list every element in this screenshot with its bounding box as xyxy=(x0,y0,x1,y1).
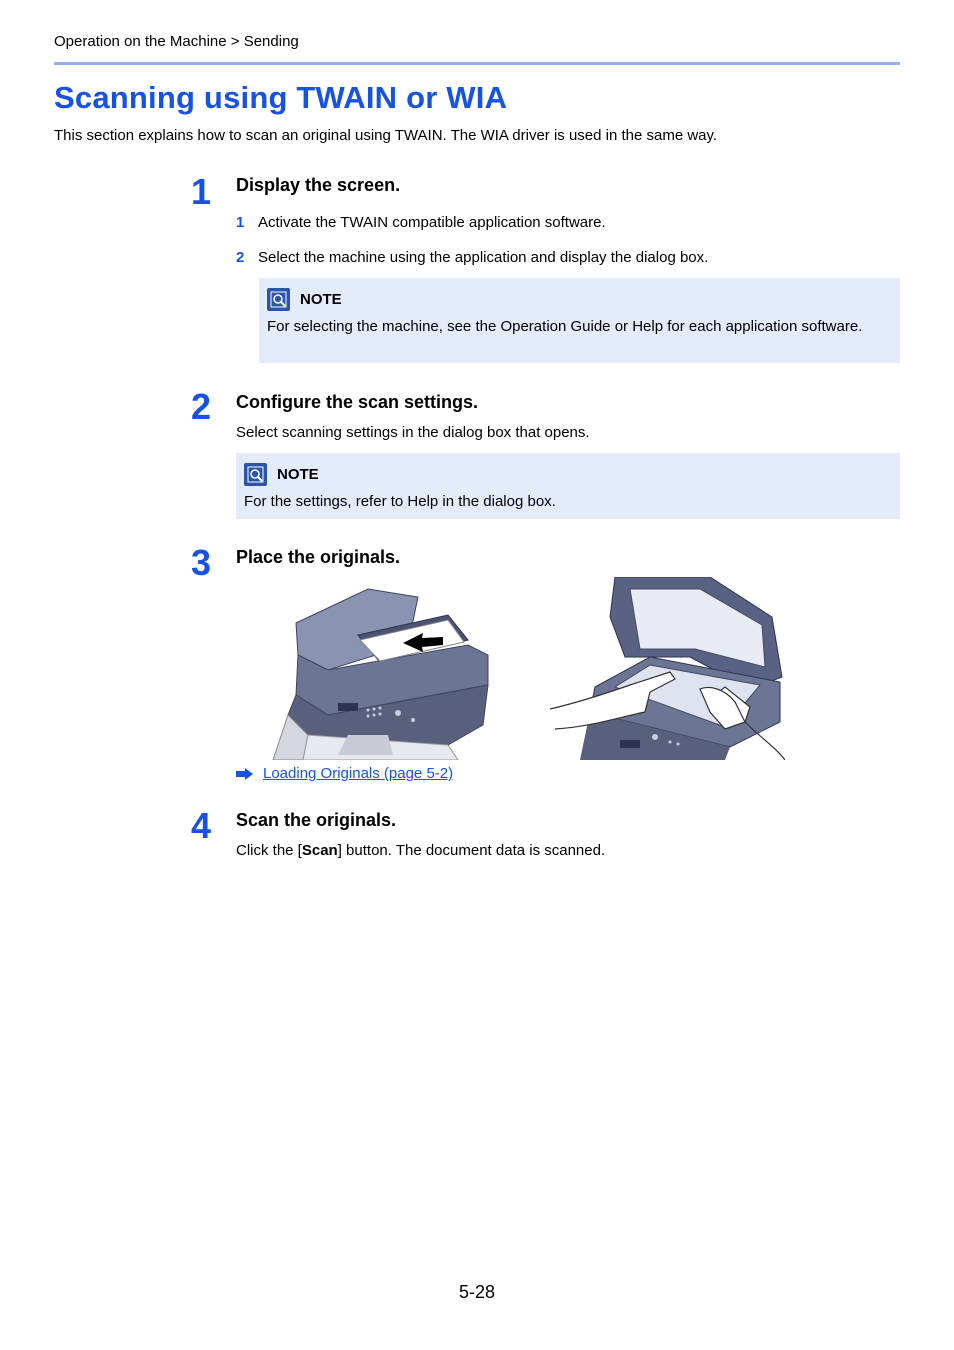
intro-text: This section explains how to scan an original using TWAIN. The WIA driver is used in the same way. xyxy=(54,127,718,144)
step-2-heading: Configure the scan settings. xyxy=(236,392,479,412)
page-title: Scanning using TWAIN or WIA xyxy=(54,80,508,115)
step-1-substep-2 xyxy=(236,249,708,266)
note-icon xyxy=(244,463,267,486)
scan-button-label: Scan xyxy=(301,842,338,859)
loading-originals-link[interactable]: Loading Originals (page 5-2) xyxy=(263,765,454,782)
step-4-number: 4 xyxy=(190,805,212,846)
step-1-note xyxy=(259,278,900,363)
note-header xyxy=(267,288,892,311)
step-3-number: 3 xyxy=(190,542,212,583)
substep-text: Select the machine using the application and display the dialog box. xyxy=(258,249,709,266)
note-title: NOTE xyxy=(277,466,319,483)
arrow-right-icon xyxy=(236,768,253,780)
platen-illustration xyxy=(550,577,785,760)
header-rule xyxy=(54,62,900,65)
substep-number: 2 xyxy=(236,249,245,266)
step-3-link-row xyxy=(236,765,453,782)
note-text: For selecting the machine, see the Operation Guide or Help for each application software. xyxy=(267,318,863,335)
step-4-text xyxy=(236,842,605,859)
step-2-number: 2 xyxy=(190,386,212,427)
substep-text: Activate the TWAIN compatible application software. xyxy=(258,214,606,231)
step-1-number: 1 xyxy=(190,171,212,212)
step-1-heading: Display the screen. xyxy=(236,175,401,195)
note-title: NOTE xyxy=(300,291,342,308)
document-feeder-illustration xyxy=(268,585,493,760)
note-text: For the settings, refer to Help in the dialog box. xyxy=(244,493,556,510)
step-2-note xyxy=(236,453,900,519)
note-header xyxy=(244,463,892,486)
page-number: 5-28 xyxy=(458,1282,496,1302)
note-icon xyxy=(267,288,290,311)
substep-number: 1 xyxy=(236,214,245,231)
step-1-substep-1 xyxy=(236,214,606,231)
breadcrumb: Operation on the Machine > Sending xyxy=(54,33,299,50)
step-3-heading: Place the originals. xyxy=(236,547,401,567)
step-4-text-before: Click the [ xyxy=(236,842,302,859)
step-4-heading: Scan the originals. xyxy=(236,810,397,830)
step-4-text-after: ] button. The document data is scanned. xyxy=(337,842,606,859)
step-2-text: Select scanning settings in the dialog box that opens. xyxy=(236,424,590,441)
